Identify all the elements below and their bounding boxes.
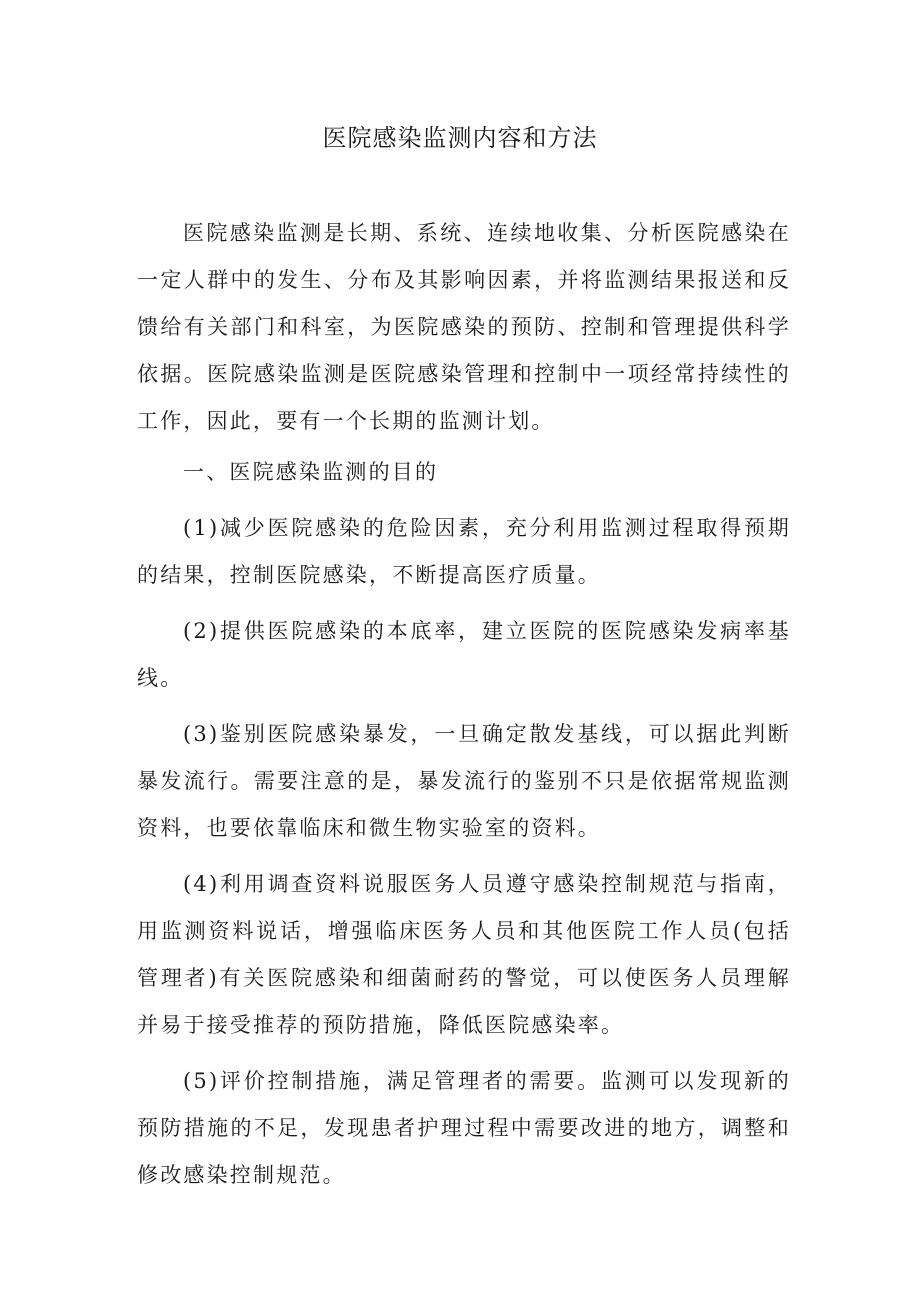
document-body: [137, 210, 791, 1199]
list-item: (2)提供医院感染的本底率，建立医院的医院感染发病率基线。: [137, 619, 791, 690]
list-item: (3)鉴别医院感染暴发，一旦确定散发基线，可以据此判断暴发流行。需要注意的是，暴发流行的鉴别不只是依据常规监测资料，也要依靠临床和微生物实验室的资料。: [137, 722, 791, 840]
document-title: 医院感染监测内容和方法: [322, 124, 598, 152]
list-item: (4)利用调查资料说服医务人员遵守感染控制规范与指南，用监测资料说话，增强临床医务人员和其他医院工作人员(包括管理者)有关医院感染和细菌耐药的警觉，可以使医务人员理解并易于接受推荐的预防措施，降低医院感染率。: [137, 872, 791, 1037]
section-heading: 一、医院感染监测的目的: [183, 460, 439, 484]
intro-paragraph: 医院感染监测是长期、系统、连续地收集、分析医院感染在一定人群中的发生、分布及其影响因素，并将监测结果报送和反馈给有关部门和科室，为医院感染的预防、控制和管理提供科学依据。医院感染监测是医院感染管理和控制中一项经常持续性的工作，因此，要有一个长期的监测计划。: [137, 221, 791, 433]
list-item: (1)减少医院感染的危险因素，充分利用监测过程取得预期的结果，控制医院感染，不断提高医疗质量。: [137, 516, 791, 587]
list-item: (5)评价控制措施，满足管理者的需要。监测可以发现新的预防措施的不足，发现患者护理过程中需要改进的地方，调整和修改感染控制规范。: [137, 1069, 791, 1187]
